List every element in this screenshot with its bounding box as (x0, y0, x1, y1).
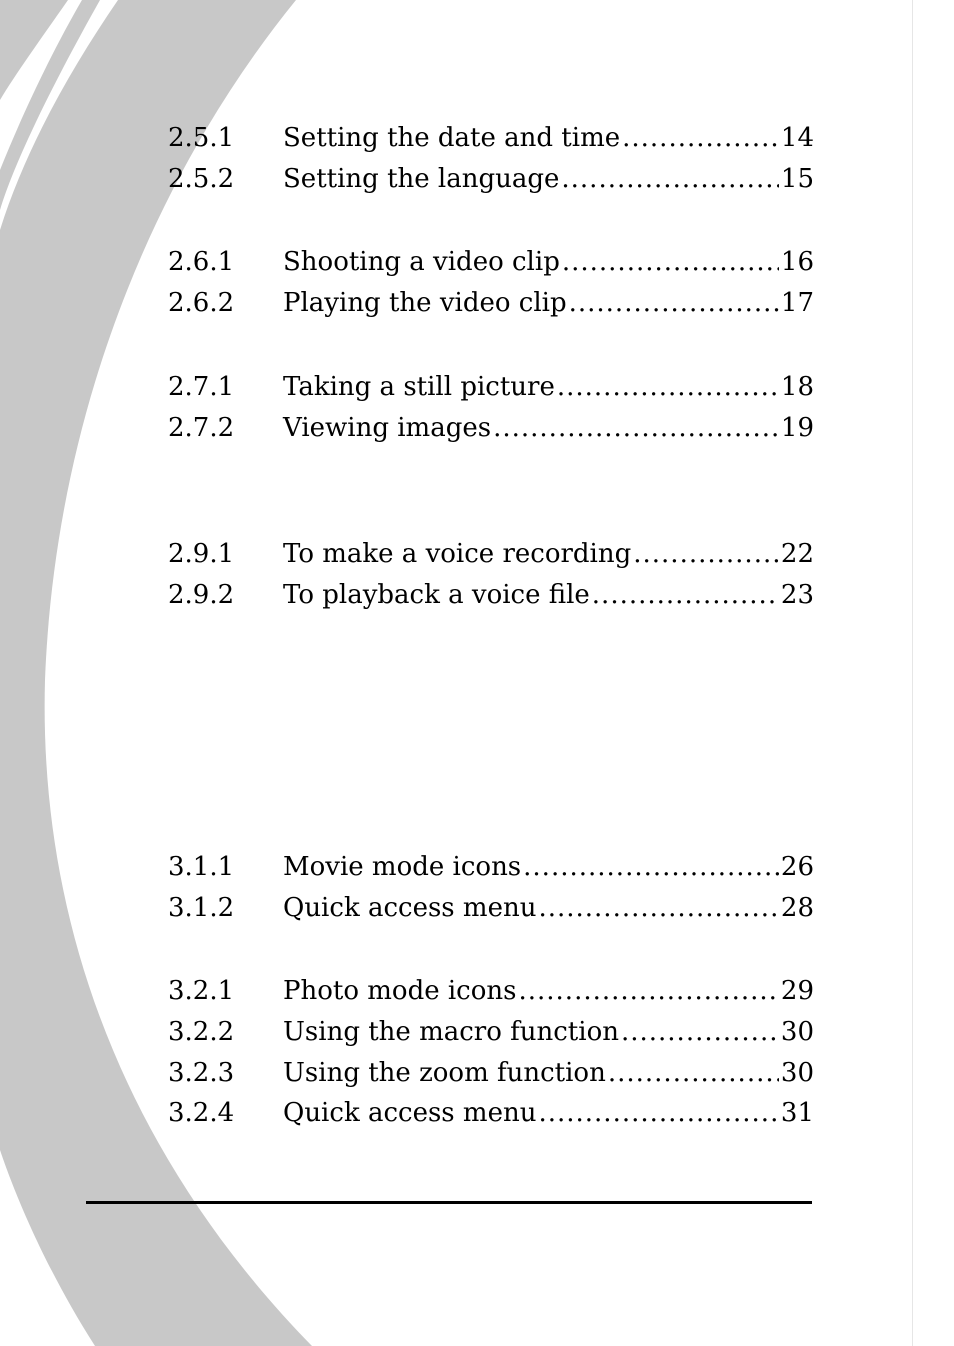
toc-entry[interactable] (168, 410, 814, 446)
toc-page-number: 26 (780, 852, 814, 882)
toc-page-number: 30 (780, 1058, 814, 1088)
toc-dot-leader (523, 849, 779, 885)
toc-dot-leader (561, 161, 779, 197)
toc-section-title: Taking a still picture (283, 372, 555, 402)
toc-dot-leader (493, 410, 779, 446)
toc-page-number: 30 (780, 1017, 814, 1047)
toc-section-title: To playback a voice file (283, 580, 590, 610)
toc-section-title: Setting the date and time (283, 123, 621, 153)
footer-rule (86, 1201, 812, 1204)
swoosh-main-band (0, 0, 312, 1346)
toc-dot-leader (538, 1095, 778, 1131)
toc-section-number: 3.2.4 (168, 1098, 235, 1128)
toc-section-title: Movie mode icons (283, 852, 522, 882)
toc-entry[interactable] (168, 849, 814, 885)
toc-section-title: Shooting a video clip (283, 247, 560, 277)
toc-page-number: 18 (780, 372, 814, 402)
toc-dot-leader (562, 244, 779, 280)
toc-dot-leader (569, 285, 779, 321)
toc-entry[interactable] (168, 369, 814, 405)
toc-section-title: Quick access menu (283, 893, 537, 923)
toc-section-title: Viewing images (283, 413, 492, 443)
toc-section-number: 3.1.2 (168, 893, 235, 923)
toc-page-number: 31 (780, 1098, 814, 1128)
toc-dot-leader (592, 577, 779, 613)
toc-dot-leader (538, 890, 778, 926)
toc-entry[interactable] (168, 1014, 814, 1050)
toc-page-number: 15 (780, 164, 814, 194)
toc-entry[interactable] (168, 161, 814, 197)
toc-dot-leader (557, 369, 779, 405)
toc-entry[interactable] (168, 244, 814, 280)
toc-entry[interactable] (168, 536, 814, 572)
toc-section-number: 2.6.2 (168, 288, 235, 318)
toc-section-title: Playing the video clip (283, 288, 567, 318)
toc-section-title: Setting the language (283, 164, 560, 194)
toc-dot-leader (621, 1014, 779, 1050)
toc-page-number: 19 (780, 413, 814, 443)
toc-dot-leader (633, 536, 779, 572)
toc-entry[interactable] (168, 973, 814, 1009)
toc-dot-leader (518, 973, 778, 1009)
toc-page-number: 28 (780, 893, 814, 923)
toc-section-title: Using the macro function (283, 1017, 619, 1047)
toc-page-number: 17 (780, 288, 814, 318)
toc-section-title: Using the zoom function (283, 1058, 606, 1088)
toc-entry[interactable] (168, 1095, 814, 1131)
toc-entry[interactable] (168, 1055, 814, 1091)
toc-section-number: 2.9.2 (168, 580, 235, 610)
toc-section-number: 2.9.1 (168, 539, 235, 569)
toc-section-title: To make a voice recording (283, 539, 632, 569)
toc-section-number: 2.5.2 (168, 164, 235, 194)
toc-section-number: 2.5.1 (168, 123, 235, 153)
toc-section-number: 3.2.1 (168, 976, 235, 1006)
toc-dot-leader (608, 1055, 779, 1091)
toc-section-number: 3.2.2 (168, 1017, 235, 1047)
toc-section-number: 3.1.1 (168, 852, 235, 882)
toc-section-title: Photo mode icons (283, 976, 517, 1006)
toc-page-number: 23 (780, 580, 814, 610)
toc-section-title: Quick access menu (283, 1098, 537, 1128)
toc-section-number: 2.7.1 (168, 372, 235, 402)
toc-page-number: 16 (780, 247, 814, 277)
toc-section-number: 2.7.2 (168, 413, 235, 443)
toc-dot-leader (622, 120, 779, 156)
toc-section-number: 2.6.1 (168, 247, 235, 277)
toc-entry[interactable] (168, 120, 814, 156)
toc-page-number: 22 (780, 539, 814, 569)
toc-page-number: 29 (780, 976, 814, 1006)
page-edge-line (912, 0, 913, 1346)
toc-page-number: 14 (780, 123, 814, 153)
toc-section-number: 3.2.3 (168, 1058, 235, 1088)
toc-entry[interactable] (168, 285, 814, 321)
toc-entry[interactable] (168, 577, 814, 613)
toc-entry[interactable] (168, 890, 814, 926)
